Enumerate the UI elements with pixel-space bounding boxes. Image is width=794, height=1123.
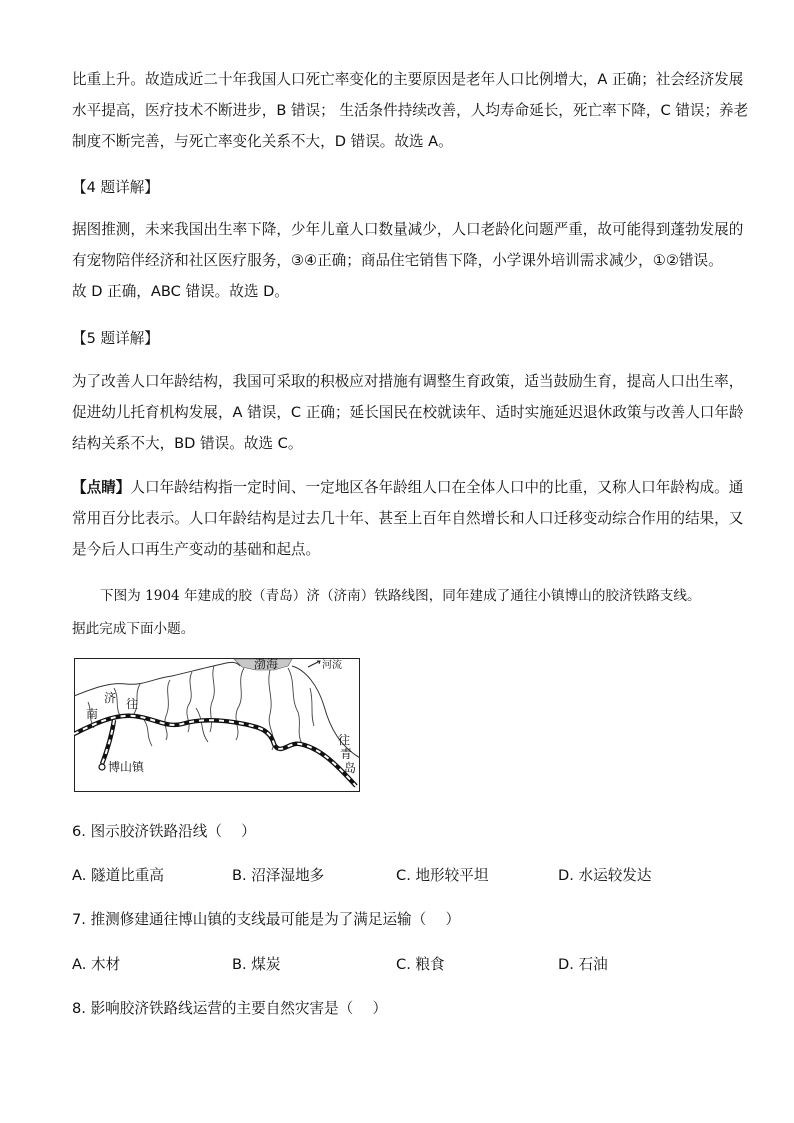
intro-line: 据此完成下面小题。 (72, 621, 195, 637)
to-jinan-label: 济 (104, 691, 117, 705)
to-jinan-label: 往 (126, 697, 139, 711)
explanation-q3 (72, 64, 749, 157)
railway-map-svg (74, 658, 360, 792)
option-d[interactable]: D. 水运较发达 (558, 867, 652, 884)
section-heading-q5: 【5 题详解】 (72, 330, 159, 347)
text-line: 水平提高，医疗技术不断进步，B 错误； 生活条件持续改善，人均寿命延长，死亡率下降，C 错误；养老 (72, 102, 749, 119)
text-line: 常用百分比表示。人口年龄结构是过去几十年、甚至上百年自然增长和人口迁移变动综合作用的结果，又 (72, 510, 744, 527)
text-line: 制度不断完善，与死亡率变化关系不大，D 错误。故选 A。 (72, 133, 453, 150)
town-label: 博山镇 (108, 760, 145, 774)
text-line: 结构关系不大，BD 错误。故选 C。 (72, 435, 303, 452)
text-line: 是今后人口再生产变动的基础和起点。 (72, 541, 321, 558)
text-line: 为了改善人口年龄结构，我国可采取的积极应对措施有调整生育政策，适当鼓励生育，提高人口出生率， (72, 373, 744, 390)
to-jinan-label: 南 (86, 707, 99, 721)
legend-label: 河流 (322, 660, 342, 671)
option-b[interactable]: B. 煤炭 (232, 956, 281, 973)
text-line: 故 D 正确，ABC 错误。故选 D。 (72, 283, 289, 300)
key-point (72, 472, 744, 565)
sea-label: 渤海 (254, 658, 279, 671)
section-heading-q4: 【4 题详解】 (72, 179, 159, 196)
question-7-stem: 7. 推测修建通往博山镇的支线最可能是为了满足运输（ ） (72, 911, 461, 928)
option-d[interactable]: D. 石油 (558, 956, 608, 973)
explanation-q5 (72, 366, 744, 459)
question-6-stem: 6. 图示胶济铁路沿线（ ） (72, 823, 256, 840)
key-point-label: 【点睛】 (72, 479, 131, 496)
option-c[interactable]: C. 粮食 (396, 956, 445, 973)
to-qingdao-label: 岛 (344, 761, 357, 775)
text-line (72, 472, 744, 503)
to-qingdao-label: 青 (340, 747, 353, 761)
option-a[interactable]: A. 木材 (72, 956, 121, 973)
railway-map (74, 658, 360, 792)
intro-line: 下图为 1904 年建成的胶（青岛）济（济南）铁路线图，同年建成了通往小镇博山的胶济铁路支线。 (100, 588, 701, 604)
option-a[interactable]: A. 隧道比重高 (72, 867, 164, 884)
question-8-stem: 8. 影响胶济铁路线运营的主要自然灾害是（ ） (72, 1000, 388, 1017)
boshan-town-marker (99, 764, 105, 770)
to-qingdao-label: 往 (338, 733, 351, 747)
text-line: 比重上升。故造成近二十年我国人口死亡率变化的主要原因是老年人口比例增大，A 正确；社会经济发展 (72, 71, 744, 88)
text-line: 促进幼儿托育机构发展，A 错误，C 正确；延长国民在校就读年、适时实施延迟退休政策与改善人口年龄 (72, 404, 744, 421)
key-point-text: 人口年龄结构指一定时间、一定地区各年龄组人口在全体人口中的比重，又称人口年龄构成。通 (130, 479, 744, 496)
text-line: 有宠物陪伴经济和社区医疗服务，③④正确；商品住宅销售下降，小学课外培训需求减少，①②错误。 (72, 252, 723, 269)
text-line: 据图推测，未来我国出生率下降，少年儿童人口数量减少，人口老龄化问题严重，故可能得到蓬勃发展的 (72, 221, 744, 238)
explanation-q4 (72, 214, 744, 307)
option-c[interactable]: C. 地形较平坦 (396, 867, 489, 884)
option-b[interactable]: B. 沼泽湿地多 (232, 867, 325, 884)
